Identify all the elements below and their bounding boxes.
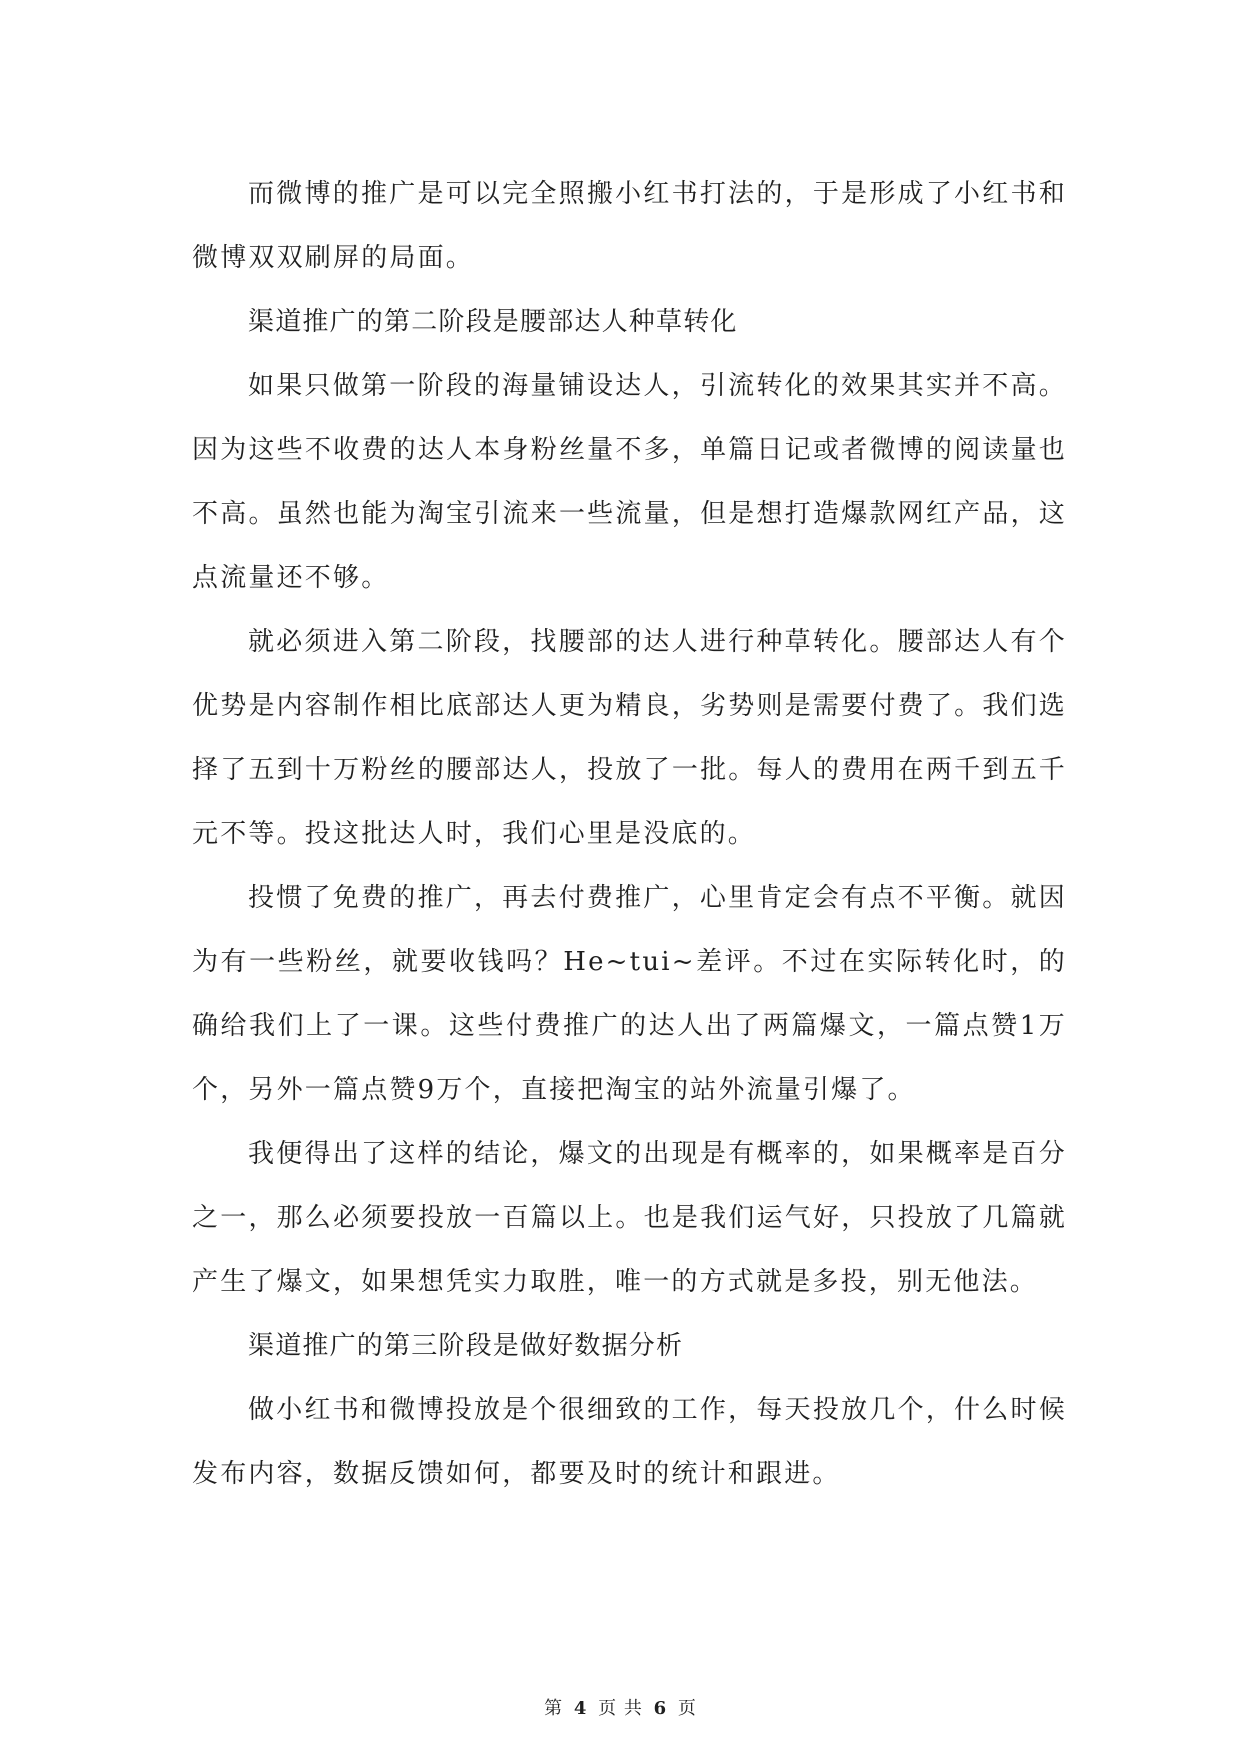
paragraph: 就必须进入第二阶段，找腰部的达人进行种草转化。腰部达人有个优势是内容制作相比底部达人更为精良，劣势则是需要付费了。我们选择了五到十万粉丝的腰部达人，投放了一批。每人的费用在两千到五千元不等。投这批达人时，我们心里是没底的。 bbox=[192, 627, 1067, 849]
current-page-number: 4 bbox=[573, 1698, 588, 1719]
footer-middle: 页 共 bbox=[598, 1698, 643, 1719]
section-heading: 渠道推广的第三阶段是做好数据分析 bbox=[248, 1331, 684, 1361]
body-text bbox=[192, 162, 1067, 1506]
paragraph: 而微博的推广是可以完全照搬小红书打法的，于是形成了小红书和微博双双刷屏的局面。 bbox=[192, 179, 1067, 273]
page-footer bbox=[0, 1697, 1241, 1721]
paragraph: 如果只做第一阶段的海量铺设达人，引流转化的效果其实并不高。因为这些不收费的达人本身粉丝量不多，单篇日记或者微博的阅读量也不高。虽然也能为淘宝引流来一些流量，但是想打造爆款网红产品，这点流量还不够。 bbox=[192, 371, 1067, 593]
paragraph: 我便得出了这样的结论，爆文的出现是有概率的，如果概率是百分之一，那么必须要投放一百篇以上。也是我们运气好，只投放了几篇就产生了爆文，如果想凭实力取胜，唯一的方式就是多投，别无他法。 bbox=[192, 1139, 1067, 1297]
total-pages-number: 6 bbox=[653, 1698, 668, 1719]
section-heading: 渠道推广的第二阶段是腰部达人种草转化 bbox=[248, 307, 738, 337]
paragraph: 投惯了免费的推广，再去付费推广，心里肯定会有点不平衡。就因为有一些粉丝，就要收钱吗？He~tui~差评。不过在实际转化时，的确给我们上了一课。这些付费推广的达人出了两篇爆文，一篇点赞1万个，另外一篇点赞9万个，直接把淘宝的站外流量引爆了。 bbox=[192, 883, 1067, 1105]
paragraph: 做小红书和微博投放是个很细致的工作，每天投放几个，什么时候发布内容，数据反馈如何，都要及时的统计和跟进。 bbox=[192, 1395, 1067, 1489]
footer-suffix: 页 bbox=[677, 1698, 697, 1719]
footer-prefix: 第 bbox=[544, 1698, 564, 1719]
